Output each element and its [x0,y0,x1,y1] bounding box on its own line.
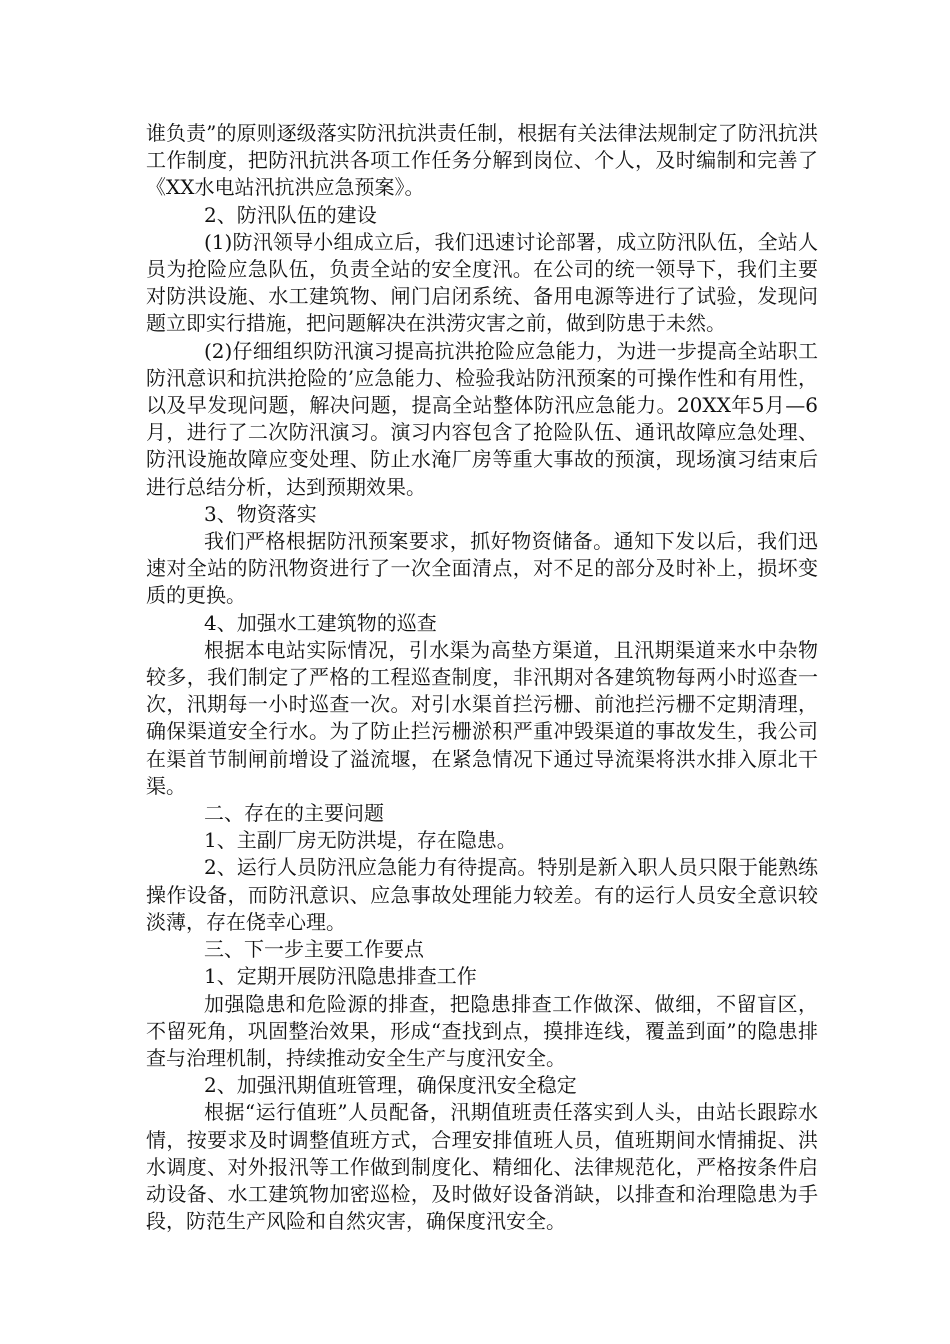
heading-flood-team: 2、防汛队伍的建设 [204,202,377,227]
heading-next-steps: 三、下一步主要工作要点 [204,937,424,962]
paragraph-hazard-check: 加强隐患和危险源的排查，把隐患排查工作做深、做细，不留盲区，不留死角，巩固整治效果，形成“查找到点，摸排连线，覆盖到面”的隐患排查与治理机制，持续推动安全生产与度汛安全。 [146,991,818,1070]
heading-hazard-check: 1、定期开展防汛隐患排查工作 [204,964,477,989]
paragraph-continuation: 谁负责”的原则逐级落实防汛抗洪责任制，根据有关法律法规制定了防汛抗洪工作制度，把防汛抗洪各项工作任务分解到岗位、个人，及时编制和完善了《XX水电站汛抗洪应急预案》。 [146,121,818,200]
heading-problems: 二、存在的主要问题 [204,801,384,826]
paragraph-inspection: 根据本电站实际情况，引水渠为高垫方渠道，且汛期渠道来水中杂物较多，我们制定了严格的工程巡查制度，非汛期对各建筑物每两小时巡查一次，汛期每一小时巡查一次。对引水渠首拦污栅、前池拦污栅不定期清理，确保渠道安全行水。为了防止拦污栅淤积严重冲毁渠道的事故发生，我公司在渠首节制闸前增设了溢流堰，在紧急情况下通过导流渠将洪水排入原北干渠。 [146,637,818,798]
paragraph-materials: 我们严格根据防汛预案要求，抓好物资储备。通知下发以后，我们迅速对全站的防汛物资进行了一次全面清点，对不足的部分及时补上，损坏变质的更换。 [146,529,818,608]
paragraph-problem-2: 2、运行人员防汛应急能力有待提高。特别是新入职人员只限于能熟练操作设备，而防汛意识、应急事故处理能力较差。有的运行人员安全意识较淡薄，存在侥幸心理。 [146,855,818,934]
paragraph-team-1: (1)防汛领导小组成立后，我们迅速讨论部署，成立防汛队伍，全站人员为抢险应急队伍，负责全站的安全度汛。在公司的统一领导下，我们主要对防洪设施、水工建筑物、闸门启闭系统、备用电源等进行了试验，发现问题立即实行措施，把问题解决在洪涝灾害之前，做到防患于未然。 [146,229,818,336]
paragraph-problem-1: 1、主副厂房无防洪堤，存在隐患。 [204,828,517,853]
heading-duty-management: 2、加强汛期值班管理，确保度汛安全稳定 [204,1073,577,1098]
heading-materials: 3、物资落实 [204,501,317,526]
paragraph-duty-management: 根据“运行值班”人员配备，汛期值班责任落实到人头，由站长跟踪水情，按要求及时调整值班方式，合理安排值班人员，值班期间水情捕捉、洪水调度、对外报汛等工作做到制度化、精细化、法律规范化，严格按条件启动设备、水工建筑物加密巡检，及时做好设备消缺，以排查和治理隐患为手段，防范生产风险和自然灾害，确保度汛安全。 [146,1100,818,1234]
paragraph-team-2: (2)仔细组织防汛演习提高抗洪抢险应急能力，为进一步提高全站职工防汛意识和抗洪抢险的’应急能力、检验我站防汛预案的可操作性和有用性，以及早发现问题，解决问题，提高全站整体防汛应急能力。20XX年5月—6月，进行了二次防汛演习。演习内容包含了抢险队伍、通讯故障应急处理、防汛设施故障应变处理、防止水淹厂房等重大事故的预演，现场演习结束后进行总结分析，达到预期效果。 [146,338,818,499]
heading-inspection: 4、加强水工建筑物的巡查 [204,610,437,635]
document-page [146,120,818,1235]
